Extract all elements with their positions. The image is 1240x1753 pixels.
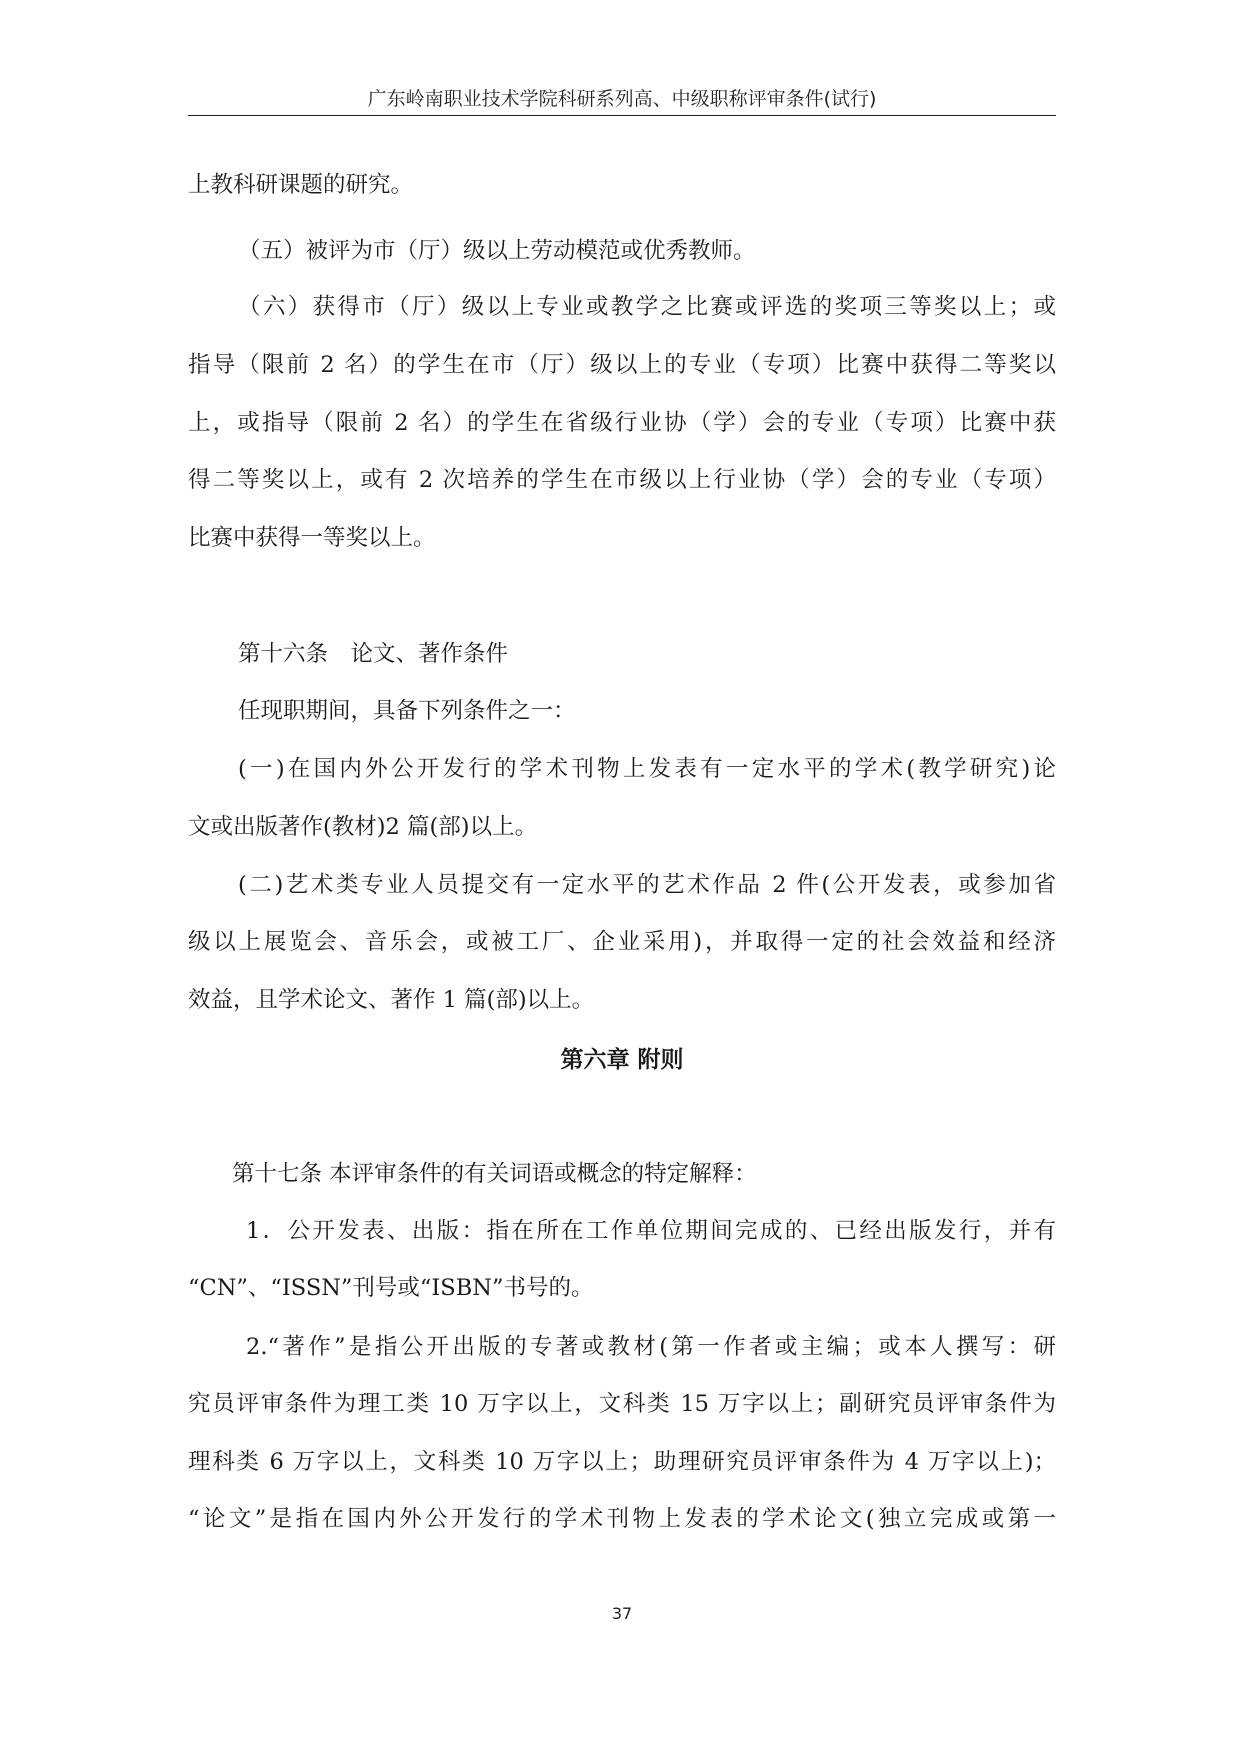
paragraph-line: （六）获得市（厅）级以上专业或教学之比赛或评选的奖项三等奖以上；或 — [238, 294, 1056, 320]
article-heading: 第十六条 论文、著作条件 — [238, 641, 509, 667]
article-heading: 第十七条 本评审条件的有关词语或概念的特定解释： — [232, 1161, 757, 1187]
page-number: 37 — [611, 1604, 633, 1623]
paragraph-line: 上教科研课题的研究。 — [188, 172, 414, 198]
paragraph-line: （五）被评为市（厅）级以上劳动模范或优秀教师。 — [238, 238, 756, 264]
paragraph-line: 理科类 6 万字以上，文科类 10 万字以上；助理研究员评审条件为 4 万字以上)； — [188, 1449, 1056, 1475]
header-rule — [188, 115, 1056, 116]
running-header: 广东岭南职业技术学院科研系列高、中级职称评审条件(试行) — [367, 88, 877, 110]
paragraph-line: “CN”、“ISSN”刊号或“ISBN”书号的。 — [188, 1275, 594, 1301]
paragraph-line: 级以上展览会、音乐会，或被工厂、企业采用)，并取得一定的社会效益和经济 — [188, 929, 1056, 955]
paragraph-line: 比赛中获得一等奖以上。 — [188, 525, 436, 551]
paragraph-line: 得二等奖以上，或有 2 次培养的学生在市级以上行业协（学）会的专业（专项） — [188, 467, 1056, 493]
paragraph-line: 任现职期间，具备下列条件之一： — [238, 698, 576, 724]
chapter-title: 第六章 附则 — [560, 1047, 684, 1073]
paragraph-line: (二)艺术类专业人员提交有一定水平的艺术作品 2 件(公开发表，或参加省 — [238, 872, 1056, 898]
paragraph-line: 指导（限前 2 名）的学生在市（厅）级以上的专业（专项）比赛中获得二等奖以 — [188, 352, 1056, 378]
paragraph-line: 2.“著作”是指公开出版的专著或教材(第一作者或主编；或本人撰写：研 — [246, 1334, 1056, 1360]
paragraph-line: (一)在国内外公开发行的学术刊物上发表有一定水平的学术(教学研究)论 — [238, 756, 1056, 782]
paragraph-line: “论文”是指在国内外公开发行的学术刊物上发表的学术论文(独立完成或第一 — [188, 1506, 1056, 1532]
paragraph-line: 上，或指导（限前 2 名）的学生在省级行业协（学）会的专业（专项）比赛中获 — [188, 410, 1056, 436]
paragraph-line: 效益，且学术论文、著作 1 篇(部)以上。 — [188, 987, 595, 1013]
paragraph-line: 究员评审条件为理工类 10 万字以上，文科类 15 万字以上；副研究员评审条件为 — [188, 1391, 1056, 1417]
paragraph-line: 文或出版著作(教材)2 篇(部)以上。 — [188, 814, 538, 840]
paragraph-line: 1．公开发表、出版：指在所在工作单位期间完成的、已经出版发行，并有 — [246, 1218, 1056, 1244]
